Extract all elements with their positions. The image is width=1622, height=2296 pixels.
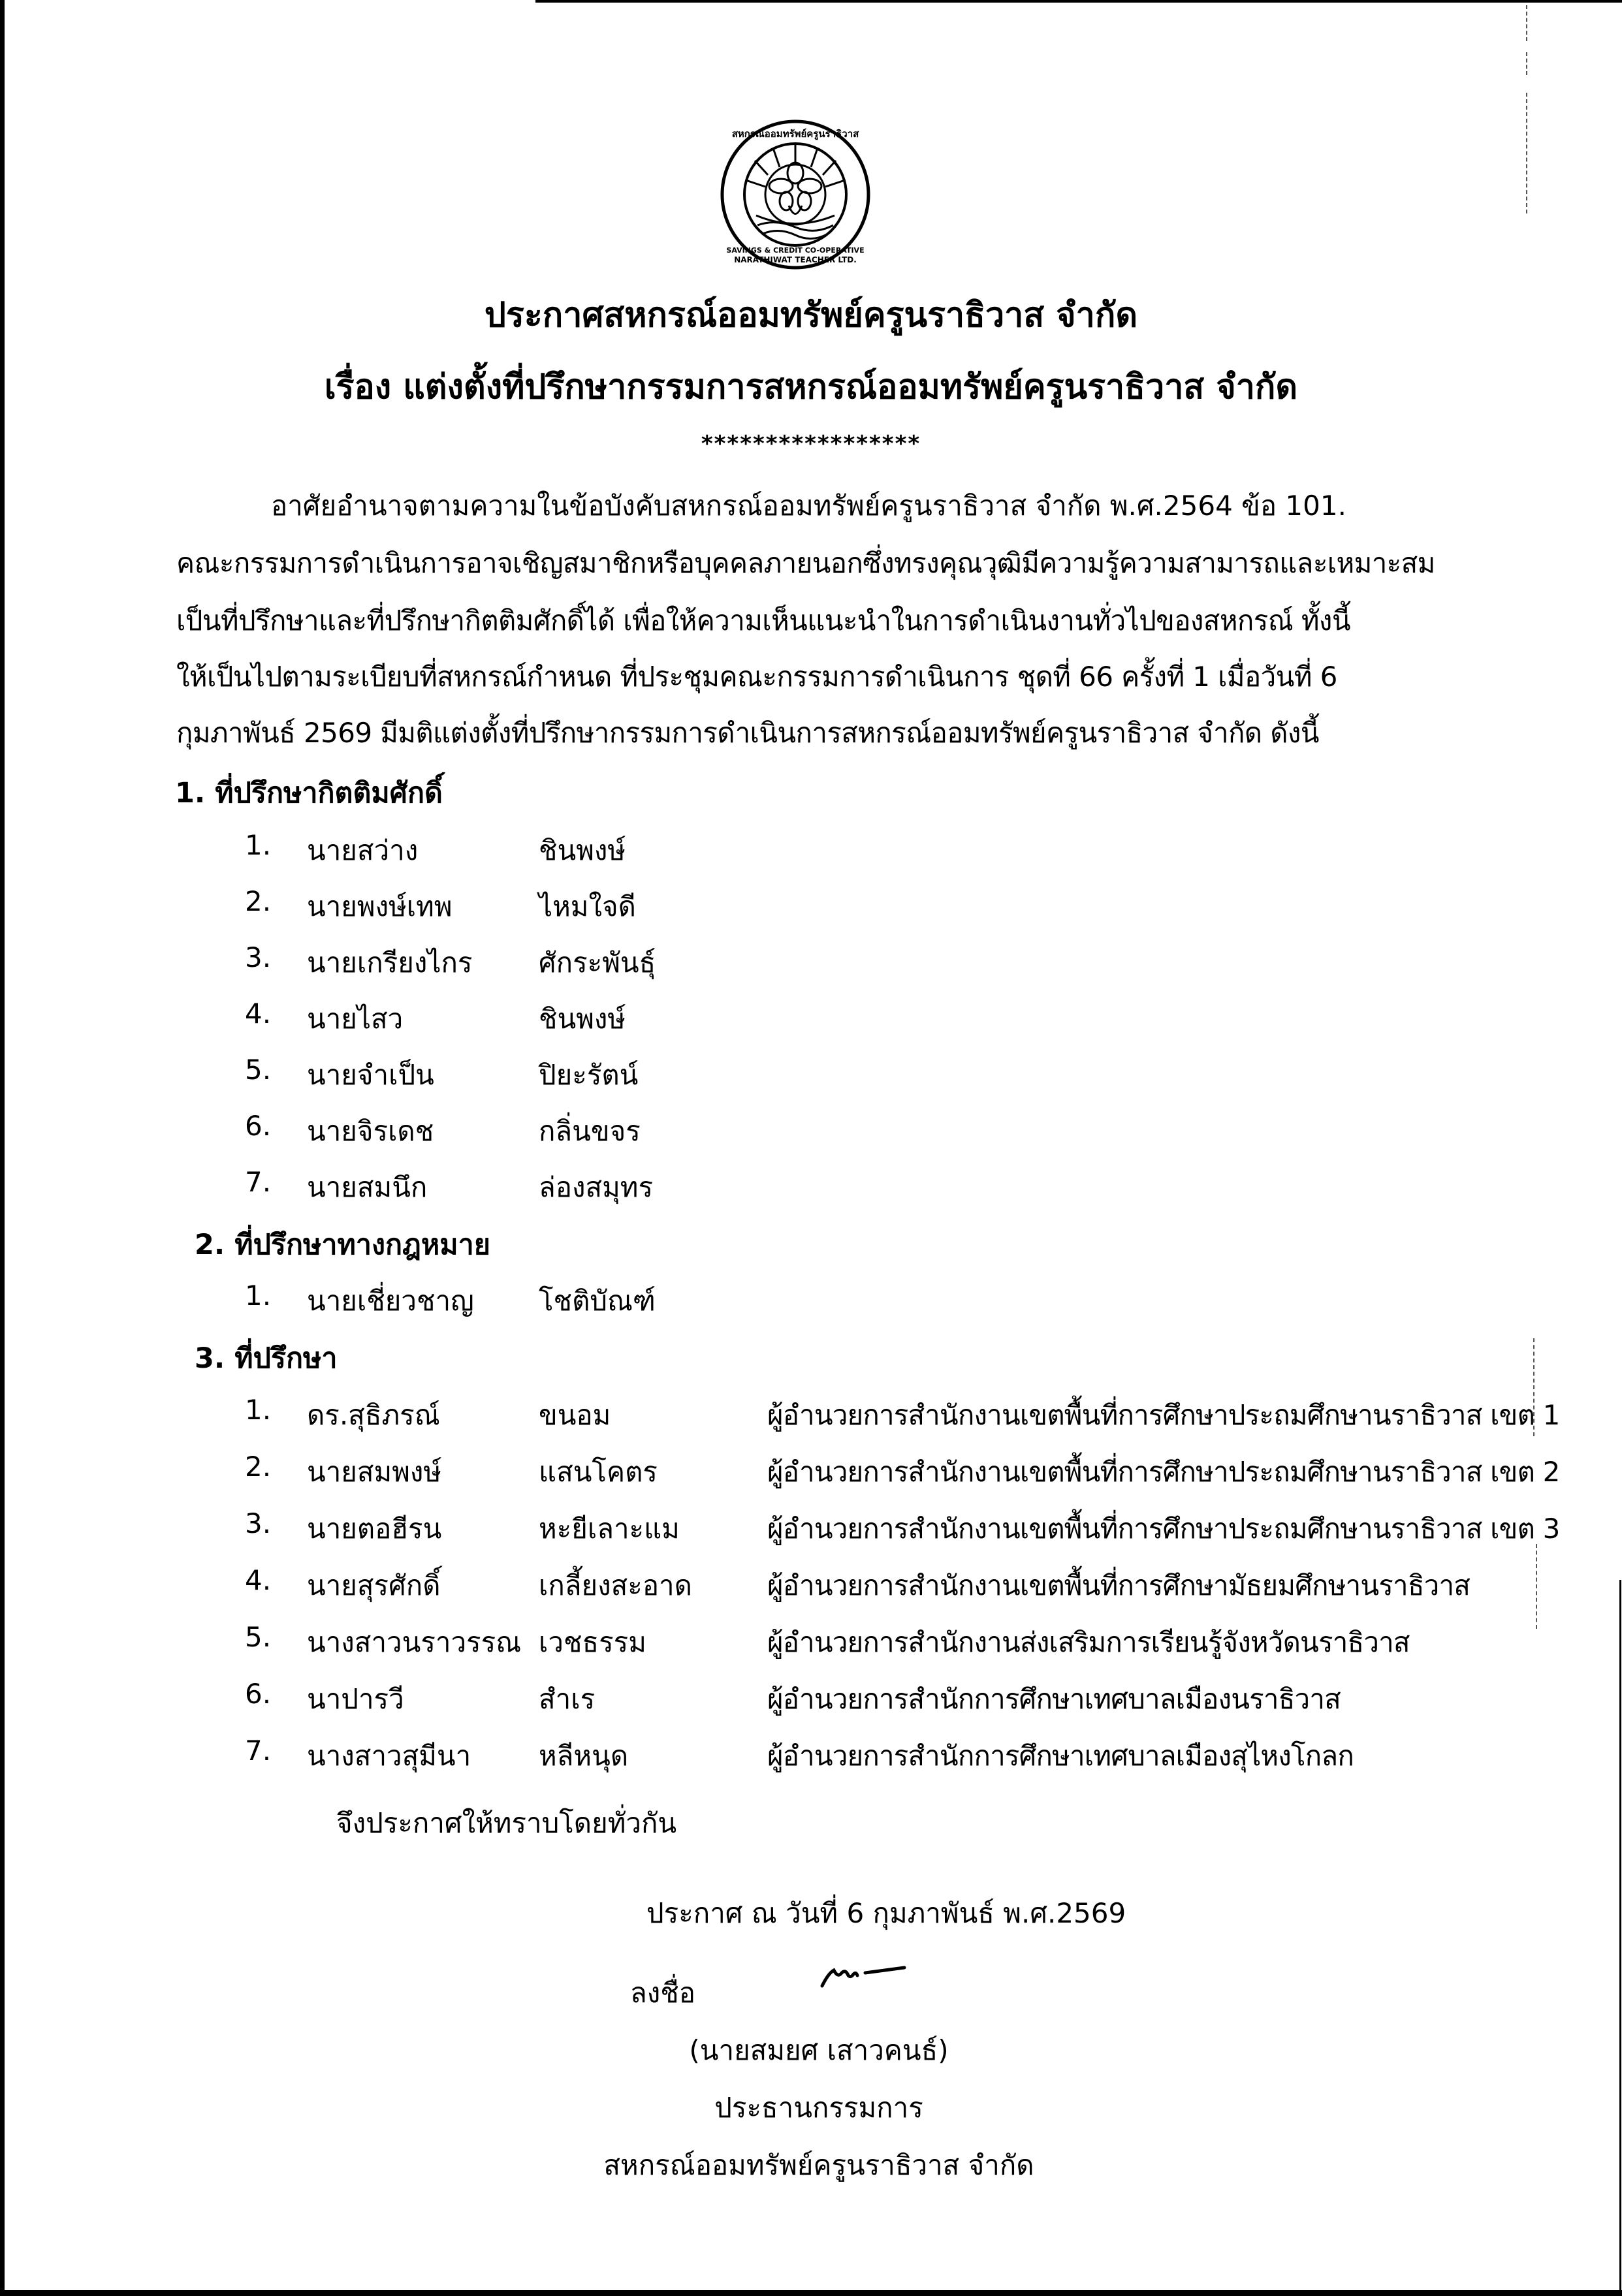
- member-last-name: ชินพงษ์: [539, 834, 626, 866]
- page-border-left: [0, 0, 5, 2296]
- member-first-name: นายสมพงษ์: [307, 1456, 442, 1488]
- closing-statement: จึงประกาศให้ทราบโดยทั่วกัน: [336, 1807, 677, 1839]
- item-number: 7.: [245, 1735, 272, 1767]
- scan-mark: [1526, 5, 1527, 41]
- member-last-name: หะยีเลาะแม: [539, 1513, 680, 1545]
- paragraph-line: อาศัยอำนาจตามความในข้อบังคับสหกรณ์ออมทรัพย์ครูนราธิวาส จำกัด พ.ศ.2564 ข้อ 101.: [271, 490, 1346, 522]
- member-last-name: ศักระพันธุ์: [539, 947, 656, 979]
- item-number: 5.: [245, 1054, 272, 1086]
- paragraph-line: เป็นที่ปรึกษาและที่ปรึกษากิตติมศักดิ์ได้ เพื่อให้ความเห็นแนะนำในการดำเนินงานทั่วไปของสหกรณ์ ทั้งนี้: [176, 605, 1350, 637]
- member-last-name: แสนโคตร: [539, 1456, 658, 1488]
- item-number: 4.: [245, 1564, 272, 1596]
- svg-text:สหกรณ์ออมทรัพย์ครูนราธิวาส: สหกรณ์ออมทรัพย์ครูนราธิวาส: [731, 128, 859, 140]
- member-last-name: ขนอม: [539, 1399, 611, 1431]
- member-position: ผู้อำนวยการสำนักงานเขตพื้นที่การศึกษาประถมศึกษานราธิวาส เขต 1: [767, 1399, 1560, 1431]
- item-number: 1.: [245, 829, 272, 861]
- cooperative-seal-logo: [710, 118, 880, 274]
- member-last-name: สำเร: [539, 1683, 596, 1715]
- member-first-name: นายสมนึก: [307, 1171, 428, 1203]
- section-heading-advisors: 3. ที่ปรึกษา: [195, 1342, 338, 1375]
- member-position: ผู้อำนวยการสำนักการศึกษาเทศบาลเมืองนราธิวาส: [767, 1683, 1341, 1715]
- member-last-name: ล่องสมุทร: [539, 1171, 654, 1203]
- member-first-name: นายตอฮีรน: [307, 1513, 442, 1545]
- member-first-name: ดร.สุธิภรณ์: [307, 1399, 440, 1431]
- paragraph-line: ให้เป็นไปตามระเบียบที่สหกรณ์กำหนด ที่ประชุมคณะกรรมการดำเนินการ ชุดที่ 66 ครั้งที่ 1 เมื่อวันที่ 6: [176, 661, 1337, 693]
- member-last-name: โชติบัณฑ์: [539, 1285, 656, 1317]
- member-last-name: ไหมใจดี: [539, 890, 636, 922]
- member-last-name: เกลี้ยงสะอาด: [539, 1569, 692, 1601]
- item-number: 4.: [245, 998, 272, 1030]
- member-first-name: นาปารวี: [307, 1683, 404, 1715]
- section-heading-honorary: 1. ที่ปรึกษากิตติมศักดิ์: [175, 777, 443, 810]
- signer-organization: สหกรณ์ออมทรัพย์ครูนราธิวาส จำกัด: [603, 2149, 1034, 2181]
- item-number: 3.: [245, 1507, 272, 1539]
- scan-mark: [1526, 52, 1527, 75]
- scan-mark: [1526, 93, 1527, 213]
- sign-label: ลงชื่อ: [630, 1977, 695, 2009]
- member-first-name: นายสว่าง: [307, 834, 419, 866]
- title-separator: *****************: [701, 431, 921, 457]
- page-border-right: [1619, 1580, 1621, 2296]
- item-number: 3.: [245, 941, 272, 973]
- member-position: ผู้อำนวยการสำนักงานเขตพื้นที่การศึกษามัธยมศึกษานราธิวาส: [767, 1569, 1471, 1601]
- scan-mark: [1536, 1544, 1537, 1629]
- svg-text:NARATHIWAT TEACHER LTD.: NARATHIWAT TEACHER LTD.: [734, 255, 857, 264]
- paragraph-line: กุมภาพันธ์ 2569 มีมติแต่งตั้งที่ปรึกษากรรมการดำเนินการสหกรณ์ออมทรัพย์ครูนราธิวาส จำกัด ดังนี้: [176, 717, 1319, 749]
- member-last-name: หลีหนุด: [539, 1740, 629, 1772]
- member-first-name: นายจำเป็น: [307, 1059, 434, 1091]
- page-border-bottom: [0, 2290, 1622, 2296]
- svg-text:SAVINGS & CREDIT CO-OPERATIVE: SAVINGS & CREDIT CO-OPERATIVE: [726, 246, 865, 255]
- item-number: 1.: [245, 1280, 272, 1312]
- member-first-name: นางสาวสุมีนา: [307, 1740, 471, 1772]
- member-first-name: นายสุรศักดิ์: [307, 1569, 441, 1601]
- member-last-name: กลิ่นขจร: [539, 1115, 641, 1147]
- member-first-name: นายเชี่ยวชาญ: [307, 1285, 474, 1317]
- member-position: ผู้อำนวยการสำนักงานเขตพื้นที่การศึกษาประถมศึกษานราธิวาส เขต 3: [767, 1513, 1560, 1545]
- document-title: ประกาศสหกรณ์ออมทรัพย์ครูนราธิวาส จำกัด: [484, 296, 1138, 335]
- member-first-name: นายจิรเดช: [307, 1115, 434, 1147]
- item-number: 6.: [245, 1110, 272, 1142]
- member-last-name: ชินพงษ์: [539, 1003, 626, 1035]
- item-number: 5.: [245, 1621, 272, 1653]
- member-position: ผู้อำนวยการสำนักงานเขตพื้นที่การศึกษาประถมศึกษานราธิวาส เขต 2: [767, 1456, 1560, 1488]
- signer-title: ประธานกรรมการ: [714, 2092, 923, 2124]
- item-number: 1.: [245, 1394, 272, 1426]
- item-number: 2.: [245, 885, 272, 917]
- signer-name: (นายสมยศ เสาวคนธ์): [689, 2034, 949, 2066]
- member-first-name: นายพงษ์เทพ: [307, 890, 453, 922]
- member-position: ผู้อำนวยการสำนักการศึกษาเทศบาลเมืองสุไหงโกลก: [767, 1740, 1354, 1772]
- item-number: 6.: [245, 1678, 272, 1710]
- member-first-name: นายเกรียงไกร: [307, 947, 473, 979]
- paragraph-line: คณะกรรมการดำเนินการอาจเชิญสมาชิกหรือบุคคลภายนอกซึ่งทรงคุณวุฒิมีความรู้ความสามารถและเหมาะสม: [176, 547, 1435, 579]
- member-first-name: นายไสว: [307, 1003, 404, 1035]
- item-number: 2.: [245, 1451, 272, 1483]
- member-last-name: ปิยะรัตน์: [539, 1059, 639, 1091]
- announcement-date: ประกาศ ณ วันที่ 6 กุมภาพันธ์ พ.ศ.2569: [646, 1897, 1126, 1929]
- section-heading-legal: 2. ที่ปรึกษาทางกฎหมาย: [195, 1229, 490, 1261]
- handwritten-signature-icon: [819, 1958, 937, 1998]
- item-number: 7.: [245, 1166, 272, 1198]
- member-last-name: เวชธรรม: [539, 1626, 646, 1658]
- member-position: ผู้อำนวยการสำนักงานส่งเสริมการเรียนรู้จังหวัดนราธิวาส: [767, 1626, 1410, 1658]
- page-border-top: [535, 0, 1622, 3]
- member-first-name: นางสาวนราวรรณ: [307, 1626, 522, 1658]
- document-subject: เรื่อง แต่งตั้งที่ปรึกษากรรมการสหกรณ์ออมทรัพย์ครูนราธิวาส จำกัด: [324, 368, 1298, 407]
